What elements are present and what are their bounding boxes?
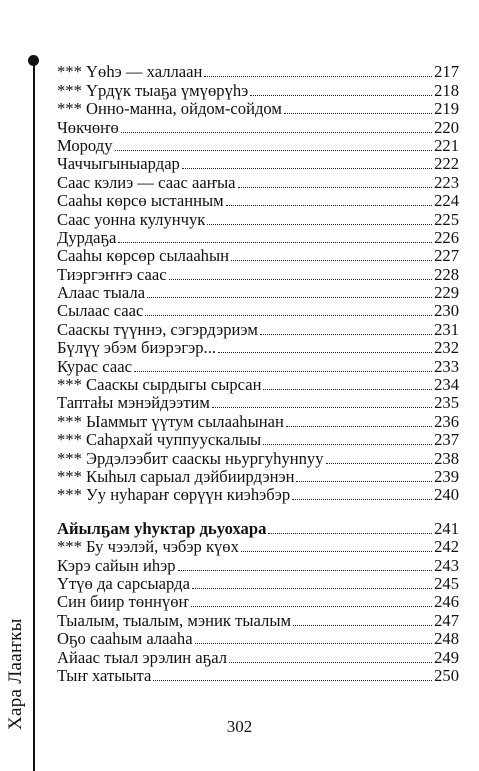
toc-entry — [57, 667, 459, 685]
toc-entry — [57, 100, 459, 118]
toc-entry-title: Мороду — [57, 135, 113, 155]
toc-entry-title: *** Бу чээлэй, чэбэр күөх — [57, 537, 239, 557]
toc-entry — [57, 593, 459, 611]
toc-entry-page: 237 — [434, 430, 459, 450]
toc-entry — [57, 431, 459, 449]
toc-entry-title: Кураc саас — [57, 356, 132, 376]
dot-leader — [296, 481, 432, 482]
dot-leader — [118, 242, 432, 243]
toc-entry-title: Сааскы түүннэ, сэгэрдэриэм — [57, 319, 258, 339]
dot-leader — [241, 551, 432, 552]
toc-entry-page: 235 — [434, 393, 459, 413]
toc-entry-title: Айылҕам уһуктар дьуохара — [57, 518, 267, 538]
toc-entry-page: 245 — [434, 573, 459, 593]
toc-entry-title: Кэрэ сайын иһэр — [57, 555, 176, 575]
toc-entry-title: Бүлүү эбэм биэрэгэр... — [57, 338, 216, 358]
toc-entry-title: Сылаас саас — [57, 301, 144, 321]
dot-leader — [192, 588, 432, 589]
toc-entry — [57, 376, 459, 394]
dot-leader — [147, 297, 432, 298]
toc-entry — [57, 173, 459, 191]
toc-entry-page: 231 — [434, 319, 459, 339]
toc-entry-page: 234 — [434, 375, 459, 395]
toc-group — [57, 519, 459, 685]
toc-entry — [57, 210, 459, 228]
toc-entry — [57, 468, 459, 486]
toc-entry-page: 241 — [434, 518, 459, 538]
dot-leader — [212, 407, 432, 408]
toc-entry-page: 229 — [434, 283, 459, 303]
toc-entry-title: Чаччыгыныардар — [57, 154, 180, 174]
toc-entry-page: 247 — [434, 610, 459, 630]
toc-entry-title: *** Үрдүк тыаҕа үмүөрүһэ — [57, 80, 249, 100]
toc-entry — [57, 486, 459, 504]
dot-leader — [191, 606, 432, 607]
toc-entry-page: 225 — [434, 209, 459, 229]
toc-entry — [57, 247, 459, 265]
toc-entry — [57, 155, 459, 173]
toc-entry-page: 222 — [434, 154, 459, 174]
toc-entry-title: *** Кыһыл сарыал дэйбиирдэнэн — [57, 466, 295, 486]
table-of-contents — [57, 63, 459, 685]
dot-leader — [153, 680, 432, 681]
running-head: Хара Лааҥкы — [5, 618, 26, 730]
dot-leader — [293, 625, 432, 626]
toc-entry-title: Дурдаҕа — [57, 227, 117, 247]
toc-entry-page: 240 — [434, 485, 459, 505]
toc-entry — [57, 556, 459, 574]
toc-entry — [57, 648, 459, 666]
toc-entry-page: 238 — [434, 448, 459, 468]
dot-leader — [115, 150, 433, 151]
toc-entry-page: 226 — [434, 227, 459, 247]
dot-leader — [178, 570, 432, 571]
toc-entry — [57, 449, 459, 467]
dot-leader — [207, 224, 432, 225]
toc-entry — [57, 284, 459, 302]
toc-entry-title: Син биир төннүөҥ — [57, 592, 189, 612]
dot-leader — [250, 95, 432, 96]
toc-entry — [57, 229, 459, 247]
toc-entry-title: Сааһы көрсө ыстанным — [57, 191, 224, 211]
toc-entry-title: *** Саһархай чуппуускалыы — [57, 430, 262, 450]
toc-entry — [57, 192, 459, 210]
toc-entry — [57, 339, 459, 357]
toc-entry-page: 228 — [434, 264, 459, 284]
toc-entry-title: Саас уонна кулунчук — [57, 209, 206, 229]
toc-entry-page: 224 — [434, 191, 459, 211]
toc-entry — [57, 412, 459, 430]
toc-entry-title: Тиэргэҥҥэ саас — [57, 264, 167, 284]
dot-leader — [145, 315, 432, 316]
toc-entry — [57, 265, 459, 283]
toc-entry-page: 217 — [434, 62, 459, 82]
toc-section-heading — [57, 519, 459, 537]
toc-entry-title: Таптаłы мэнэйдээтим — [57, 393, 210, 413]
dot-leader — [182, 168, 432, 169]
dot-leader — [268, 533, 432, 534]
toc-entry-page: 242 — [434, 537, 459, 557]
toc-entry-title: Айаас тыал эрэлин аҕал — [57, 647, 227, 667]
dot-leader — [169, 279, 432, 280]
toc-entry-page: 220 — [434, 117, 459, 137]
toc-entry — [57, 320, 459, 338]
toc-entry — [57, 81, 459, 99]
dot-leader — [286, 426, 432, 427]
dot-leader — [231, 260, 432, 261]
toc-entry-title: *** Эрдэлээбит сааскы ньургуһунnуу — [57, 448, 324, 468]
toc-entry-page: 250 — [434, 665, 459, 685]
toc-entry-page: 236 — [434, 411, 459, 431]
toc-entry-title: *** Сааскы сырдыгы сырсан — [57, 375, 262, 395]
toc-group — [57, 63, 459, 504]
toc-entry-page: 246 — [434, 592, 459, 612]
toc-entry-page: 249 — [434, 647, 459, 667]
toc-entry — [57, 538, 459, 556]
toc-entry — [57, 611, 459, 629]
toc-entry-title: Тыалым, тыалым, мэник тыалым — [57, 610, 291, 630]
toc-entry — [57, 357, 459, 375]
toc-entry-page: 230 — [434, 301, 459, 321]
toc-entry-title: *** Онно-манна, ойдом-сойдом — [57, 99, 282, 119]
toc-entry-title: *** Уу нуһараҥ сөрүүн киэһэбэр — [57, 485, 291, 505]
dot-leader — [263, 389, 432, 390]
dot-leader — [284, 113, 432, 114]
toc-entry — [57, 63, 459, 81]
toc-entry-page: 232 — [434, 338, 459, 358]
dot-leader — [292, 499, 432, 500]
toc-entry — [57, 302, 459, 320]
toc-entry — [57, 394, 459, 412]
dot-leader — [121, 132, 432, 133]
toc-entry-title: Сааһы көрсөр сылааһын — [57, 246, 230, 266]
dot-leader — [326, 463, 432, 464]
toc-entry-title: *** Үөһэ — халлаан — [57, 62, 203, 82]
toc-entry — [57, 575, 459, 593]
toc-entry-title: Саас кэлиэ — саас ааҥыа — [57, 172, 236, 192]
toc-entry-title: *** Ыаммыт үүтум сылааһынан — [57, 411, 284, 431]
toc-entry — [57, 630, 459, 648]
margin-bullet — [28, 55, 39, 66]
dot-leader — [195, 643, 432, 644]
dot-leader — [263, 444, 432, 445]
dot-leader — [134, 371, 432, 372]
toc-entry-page: 239 — [434, 466, 459, 486]
toc-entry-page: 248 — [434, 629, 459, 649]
toc-entry-page: 223 — [434, 172, 459, 192]
toc-entry-page: 233 — [434, 356, 459, 376]
toc-entry-page: 218 — [434, 80, 459, 100]
toc-entry — [57, 118, 459, 136]
dot-leader — [229, 662, 432, 663]
toc-entry-title: Чөкчөҥө — [57, 117, 119, 137]
toc-entry-title: Оҕо сааһым алааһа — [57, 629, 193, 649]
dot-leader — [204, 76, 432, 77]
toc-entry-page: 219 — [434, 99, 459, 119]
toc-entry-page: 221 — [434, 135, 459, 155]
dot-leader — [226, 205, 432, 206]
dot-leader — [218, 352, 432, 353]
toc-entry-page: 243 — [434, 555, 459, 575]
dot-leader — [238, 187, 432, 188]
margin-rule — [33, 62, 35, 771]
dot-leader — [260, 334, 432, 335]
toc-entry-title: Алаас тыала — [57, 283, 146, 303]
toc-entry-page: 227 — [434, 246, 459, 266]
toc-entry-title: Үтүө да сарсыарда — [57, 573, 190, 593]
toc-entry — [57, 137, 459, 155]
page-number: 302 — [226, 717, 253, 736]
toc-entry-title: Тыҥ хатыыта — [57, 665, 152, 685]
